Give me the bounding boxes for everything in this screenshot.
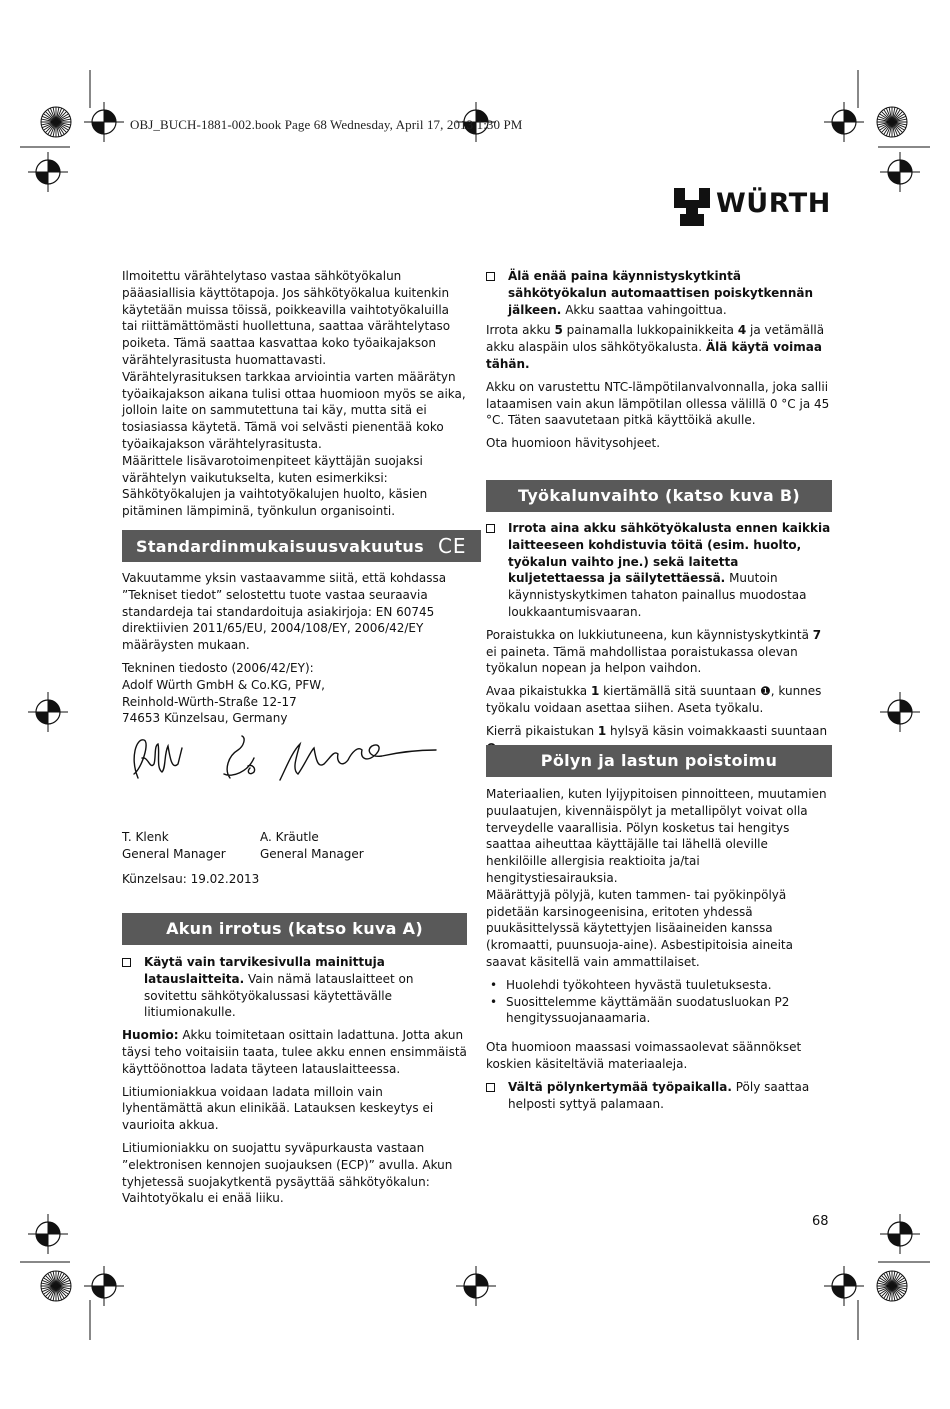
bullet-dot-icon: • xyxy=(490,994,498,1009)
checkbox-square-icon xyxy=(122,958,131,967)
section-heading-dust: Pölyn ja lastun poistoimu xyxy=(486,745,832,777)
ce-mark-icon: CE xyxy=(437,534,467,558)
conformity-body xyxy=(122,570,467,727)
disposal-paragraph: Ota huomioon hävitysohjeet. xyxy=(486,436,661,451)
battery-removal-body xyxy=(122,954,467,1213)
dust-paragraph-3: Ota huomioon maassasi voimassaolevat säännökset koskien käsiteltäviä materiaaleja. xyxy=(486,1040,802,1071)
wurth-logo xyxy=(674,186,834,226)
section-heading-tool-change: Työkalunvaihto (katso kuva B) xyxy=(486,480,832,512)
conformity-title: Standardinmukaisuusvakuutus xyxy=(136,537,424,556)
dust-bullet-1: • Huolehdi työkohteen hyvästä tuuletuksesta. xyxy=(490,977,772,992)
tighten-chuck-paragraph: Kierrä pikaistukan 1 hylsyä käsin voimakkaasti suuntaan xyxy=(486,723,828,738)
checkbox-square-icon xyxy=(486,1083,495,1092)
switch-warning: Älä enää paina käynnistyskytkintä sähkötyökalun automaattisen poiskytkennän jälkeen. Akku saattaa vahingoittua. xyxy=(486,268,832,318)
intro-paragraph-1: Ilmoitettu värähtelytaso vastaa sähkötyökalun pääasiallisia käyttötapoja. Jos sähkötyökalua kuitenkin käytetään muissa töissä, poikkeavilla vaihtotyökaluilla tai riittämättömästi huollettuna, saattaa värähtelytaso poiketa. Tämä saattaa kasvattaa koko työaikajakson värähtelyrasitusta huomattavasti. xyxy=(122,269,451,367)
section-heading-conformity xyxy=(122,530,481,562)
bullet-dot-icon: • xyxy=(490,977,498,992)
dust-paragraph-1: Materiaalien, kuten lyijypitoisen pinnoitteen, muutamien puulaatujen, kivennäispölyt ja metallipölyt voivat olla terveydelle vaarallisia. Pölyn kosketus tai hengitys saattaa aiheuttaa käyttäjälle tai lähellä oleville henkilöille allergisia reaktioita ja/tai hengitystiesairauksia. xyxy=(486,787,827,885)
signer-2-name: A. Kräutle xyxy=(260,830,319,844)
ntc-paragraph: Akku on varustettu NTC-lämpötilanvalvonnalla, joka sallii lataamisen vain akun lämpötilan ollessa välillä 0 °C ja 45 °C. Täten saavutetaan pitkä käyttöikä akulle. xyxy=(486,379,830,428)
dust-paragraph-2: Määrättyjä pölyjä, kuten tammen- tai pyökinpölyä pidetään karsinogeenisina, eritoten yhdessä puukäsittelyssä käytettyjen lisäaineiden kanssa (kromaatti, puunsuoja-aine). Asbestipitoisia aineita saavat käsitellä vain ammattilaiset. xyxy=(486,887,793,969)
brand-name: WÜRTH xyxy=(716,188,831,219)
signer-2-role: General Manager xyxy=(260,846,364,861)
remove-battery-warning: Irrota aina akku sähkötyökalusta ennen kaikkia laitteeseen kohdistuvia töitä (esim. huolto, työkalun vaihto jne.) sekä laitetta kuljetettaessa ja säilytettäessä. Muutoin käynnistyskytkimen tahaton painallus muodostaa loukkaantumisvaaran. xyxy=(486,520,832,621)
page-number: 68 xyxy=(812,1214,829,1229)
address-line-3: 74653 Künzelsau, Germany xyxy=(122,711,288,726)
right-top-body xyxy=(486,268,832,458)
battery-paragraph-2: Litiumioniakku on suojattu syväpurkausta vastaan ”elektronisen kennojen suojauksen (ECP)” avulla. Akun tyhjetessä suojakytkentä pysäyttää sähkötyökalun: Vaihtotyökalu ei enää liiku. xyxy=(122,1140,453,1206)
signatures xyxy=(120,728,440,790)
dust-bullet-2: • Suosittelemme käyttämään suodatusluokan P2 hengityssuojanaamaria. xyxy=(490,994,790,1026)
checkbox-square-icon xyxy=(486,272,495,281)
signer-2 xyxy=(260,829,420,863)
battery-paragraph-1: Litiumioniakkua voidaan ladata milloin vain lyhentämättä akun elinikää. Latauksen keskeytys ei vaurioita akkua. xyxy=(122,1084,434,1133)
address-line-1: Adolf Würth GmbH & Co.KG, PFW, xyxy=(122,677,325,692)
note-paragraph: Huomio: Akku toimitetaan osittain ladattuna. Jotta akun täysi teho voitaisiin taata, tulee akku ennen ensimmäistä käyttöönottoa ladata täyteen latauslaitteessa. xyxy=(122,1028,467,1076)
conformity-statement: Vakuutamme yksin vastaavamme siitä, että kohdassa ”Tekniset tiedot” selostettu tuote vastaa seuraavia standardeja tai standardoituja asiakirjoja: EN 60745 direktiivien 2011/65/EU, 2004/108/EY, 2006/42/EY määräysten mukaan. xyxy=(122,571,447,653)
dust-warning: Vältä pölynkertymää työpaikalla. Pöly saattaa helposti syttyä palamaan. xyxy=(486,1079,832,1113)
intro-paragraph-2: Värähtelyrasituksen tarkkaa arviointia varten määrätyn työaikajakson aikana tulisi ottaa huomioon myös se aika, jolloin laite on sammutettuna tai käy, mutta sitä ei tosiasiassa käytetä. Tämä voi selvästi pienentää koko työaikajakson värähtelyrasitusta. xyxy=(122,369,466,451)
address-line-2: Reinhold-Würth-Straße 12-17 xyxy=(122,694,297,709)
tool-change-body xyxy=(486,520,832,762)
signer-1-name: T. Klenk xyxy=(122,830,169,844)
signer-1-role: General Manager xyxy=(122,846,226,861)
place-date: Künzelsau: 19.02.2013 xyxy=(122,872,260,886)
checkbox-square-icon xyxy=(486,524,495,533)
remove-battery-paragraph: Irrota akku 5 painamalla lukkopainikkeita 4 ja vetämällä akku alaspäin ulos sähkötyökalusta. Älä käytä voimaa tähän. xyxy=(486,323,825,371)
signer-1 xyxy=(122,829,262,863)
chuck-lock-paragraph: Poraistukka on lukkiutuneena, kun käynnistyskytkintä 7 ei paineta. Tämä mahdollistaa poraistukassa olevan työkalun nopean ja helpon vaihdon. xyxy=(486,627,822,676)
charger-warning: Käytä vain tarvikesivulla mainittuja latauslaitteita. Vain nämä latauslaitteet on sovitettu sähkötyökalussasi käytettävälle litiumionakulle. xyxy=(122,954,467,1021)
dust-body xyxy=(486,786,832,1118)
intro-paragraph-3: Määrittele lisävarotoimenpiteet käyttäjän suojaksi värähtelyn vaikutukselta, kuten esimerkiksi: Sähkötyökalujen ja vaihtotyökalujen huolto, käsien pitäminen lämpiminä, työnkulun organisointi. xyxy=(122,453,428,519)
wurth-logo-mark-icon xyxy=(674,188,710,226)
tech-file-label: Tekninen tiedosto (2006/42/EY): xyxy=(122,660,314,675)
section-heading-battery-removal: Akun irrotus (katso kuva A) xyxy=(122,913,467,945)
left-intro xyxy=(122,268,467,520)
open-chuck-paragraph: Avaa pikaistukka 1 kiertämällä sitä suuntaan ❶, kunnes työkalu voidaan asettaa siihen. Aseta työkalu. xyxy=(486,684,822,715)
print-header: OBJ_BUCH-1881-002.book Page 68 Wednesday, April 17, 2013 1:30 PM xyxy=(130,117,523,132)
